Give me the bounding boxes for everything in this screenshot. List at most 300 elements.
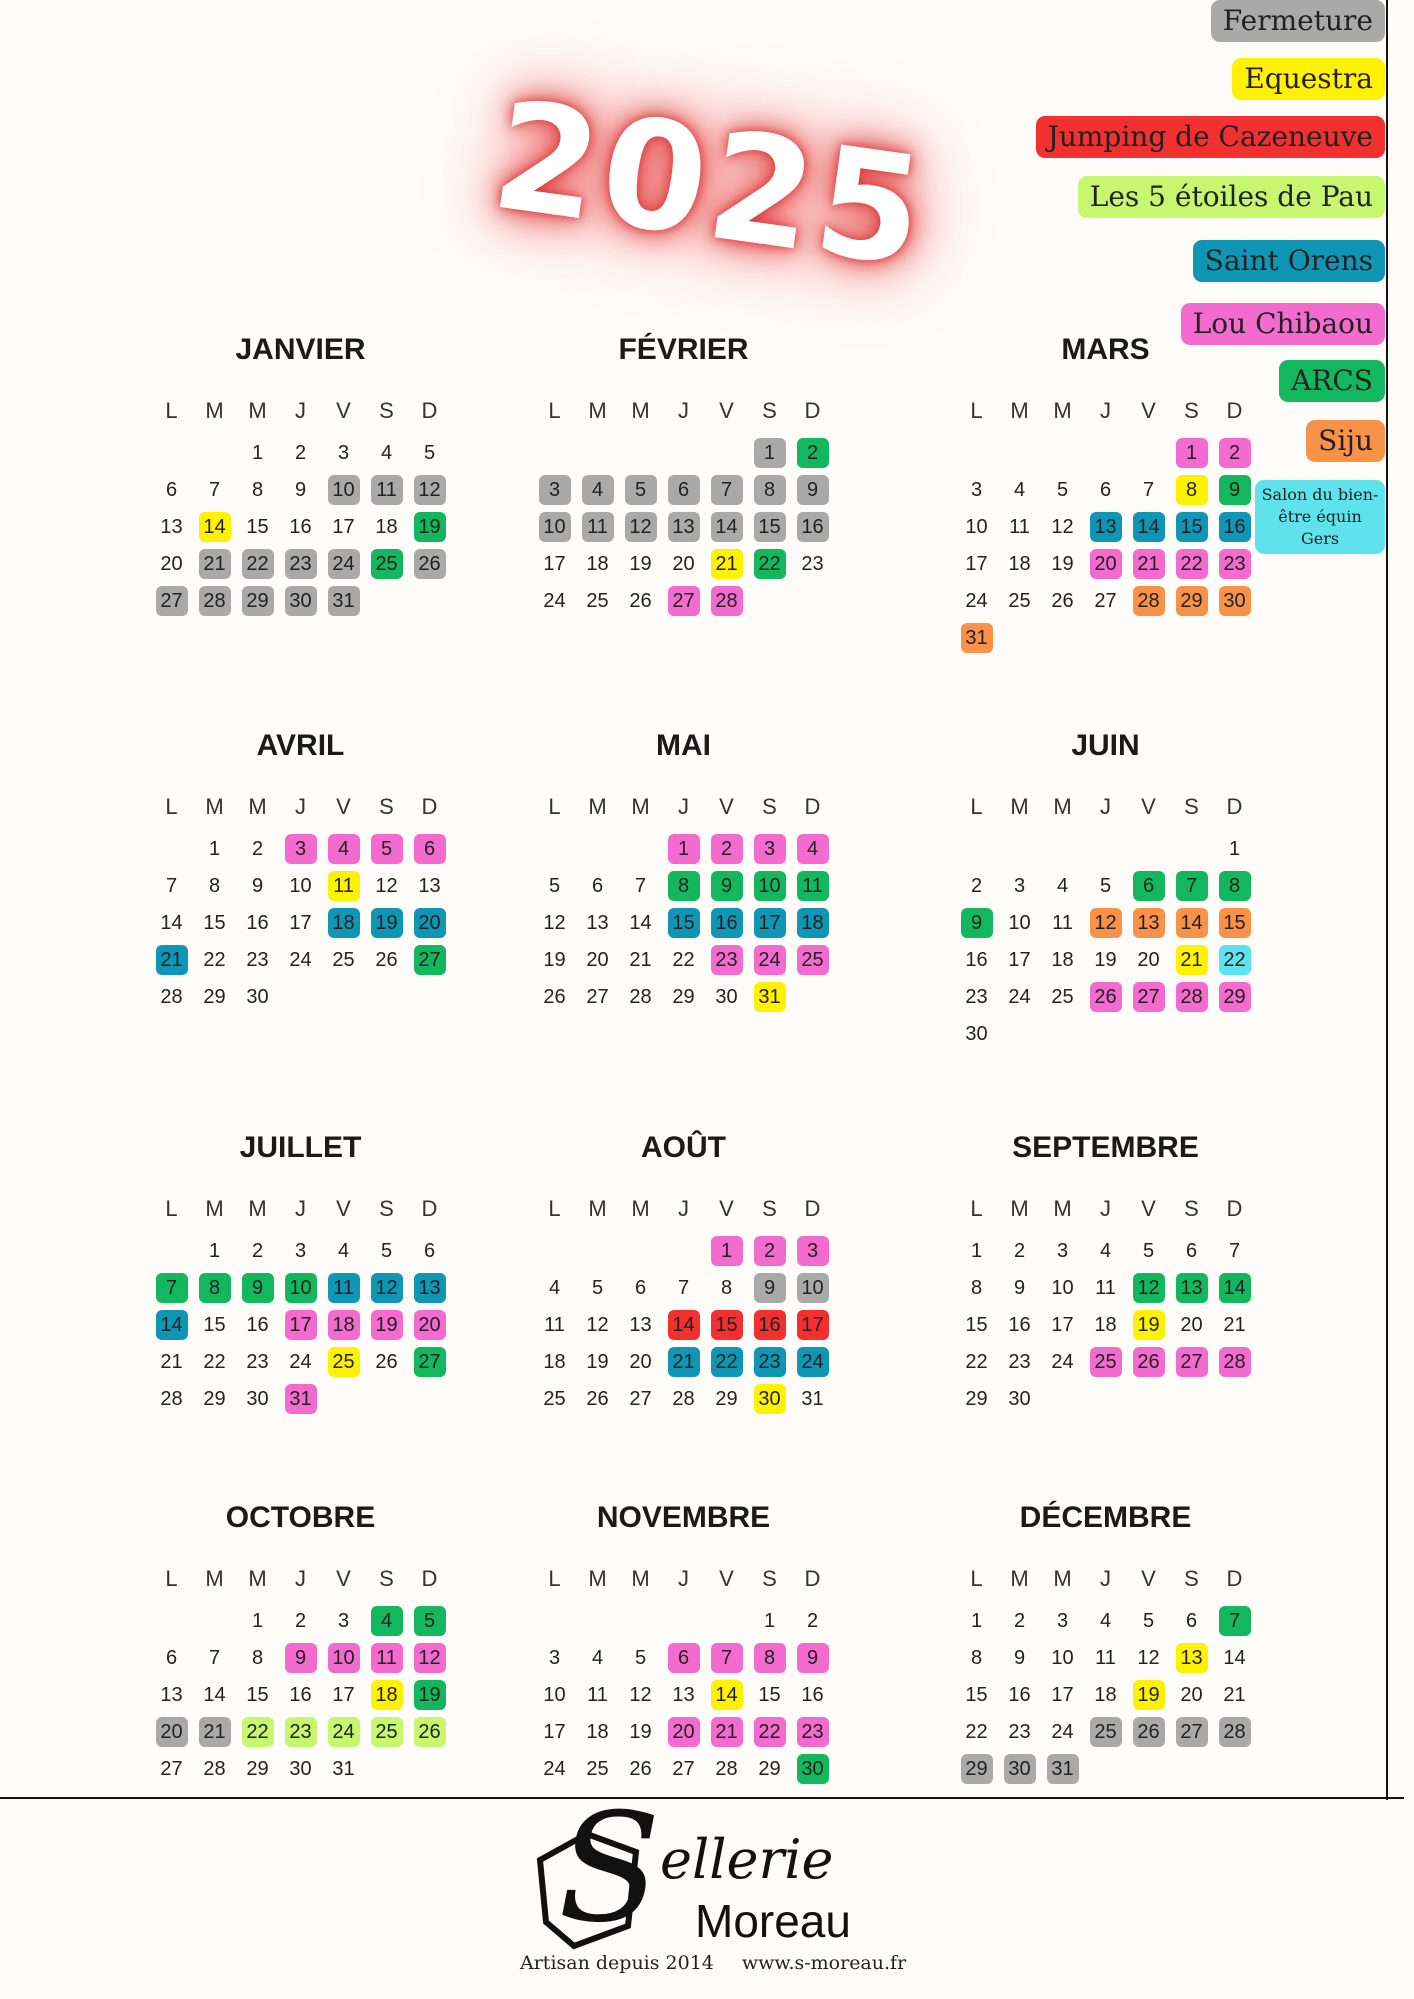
weekday-label: L [548,1196,561,1221]
day-number: 10 [289,874,312,897]
weekday-label: V [719,1196,734,1221]
day-number: 16 [289,515,312,538]
day-cell [705,1232,748,1269]
day-number: 17 [797,1310,829,1340]
day-number: 24 [1051,1720,1074,1743]
month-title: DÉCEMBRE [1019,1501,1192,1534]
day-number: 21 [199,549,231,579]
day-cell [1041,508,1084,545]
day-number: 4 [337,1239,350,1262]
day-cell [365,941,408,978]
day-cell [193,582,236,619]
day-cell [748,867,791,904]
weekday-label: V [336,794,351,819]
day-number: 11 [587,1683,608,1706]
day-number: 21 [1176,945,1208,975]
day-number: 22 [1219,945,1251,975]
day-cell [748,1306,791,1343]
day-cell [662,582,705,619]
day-number: 7 [156,1273,188,1303]
month-title: JUILLET [239,1131,362,1164]
logo-moreau: Moreau [695,1895,851,1947]
day-number: 14 [203,1683,226,1706]
day-number: 25 [332,948,355,971]
weekday-label: M [631,794,650,819]
month-title: NOVEMBRE [596,1501,771,1534]
day-number: 8 [720,1276,733,1299]
weekday-label: V [719,398,734,423]
day-cell [1084,1602,1127,1639]
empty-cell [662,434,705,471]
legend-item: Equestra [1232,58,1385,100]
day-cell [365,830,408,867]
day-cell [322,1306,365,1343]
day-number: 18 [328,1310,360,1340]
day-number: 16 [246,1313,269,1336]
day-cell [533,904,576,941]
day-cell [365,1232,408,1269]
day-number: 5 [380,1239,393,1262]
empty-cell [1084,434,1127,471]
day-cell [955,941,998,978]
weekday-label: S [762,794,777,819]
day-cell [791,904,834,941]
day-number: 15 [668,908,700,938]
day-number: 12 [625,512,657,542]
logo-s-letter: S [558,1782,661,1956]
day-cell [193,1380,236,1417]
day-cell [279,1343,322,1380]
weekday-label: S [1184,398,1199,423]
day-cell [791,830,834,867]
empty-cell [1041,830,1084,867]
day-number: 22 [203,1350,226,1373]
day-number: 18 [1051,948,1074,971]
day-number: 8 [1176,475,1208,505]
weekday-label: S [379,398,394,423]
day-cell [1170,1343,1213,1380]
month-2 [533,330,873,619]
logo-ellerie: ellerie [660,1828,834,1891]
day-cell [748,1676,791,1713]
empty-cell [998,434,1041,471]
day-cell [236,978,279,1015]
day-number: 13 [418,874,441,897]
weekday-label: M [248,1196,267,1221]
day-number: 20 [1180,1313,1203,1336]
day-cell [193,941,236,978]
day-cell [791,1713,834,1750]
day-number: 31 [285,1384,317,1414]
day-cell [1127,471,1170,508]
day-number: 8 [668,871,700,901]
day-cell [279,867,322,904]
weekday-label: L [165,1566,178,1591]
day-number: 16 [289,1683,312,1706]
day-number: 20 [414,908,446,938]
day-number: 12 [1133,1273,1165,1303]
day-cell [998,1343,1041,1380]
day-number: 7 [711,475,743,505]
weekday-label: J [1100,1196,1111,1221]
day-cell [748,1343,791,1380]
day-number: 24 [543,1757,566,1780]
day-number: 18 [1094,1683,1117,1706]
empty-cell [619,434,662,471]
day-cell [1084,1639,1127,1676]
website-link[interactable]: www.s-moreau.fr [741,1952,907,1974]
day-number: 24 [1008,985,1031,1008]
day-number: 22 [754,549,786,579]
day-number: 25 [1008,589,1031,612]
month-grid [955,1564,1295,1787]
day-number: 19 [414,1680,446,1710]
day-cell [365,1676,408,1713]
day-cell [279,1306,322,1343]
day-number: 17 [965,552,988,575]
day-number: 28 [160,985,183,1008]
day-cell [150,1380,193,1417]
weekday-label: M [1053,1566,1072,1591]
day-cell [408,904,451,941]
day-number: 6 [1185,1239,1198,1262]
day-number: 2 [251,1239,264,1262]
day-number: 13 [1176,1643,1208,1673]
weekday-label: M [248,1566,267,1591]
day-cell [1084,1676,1127,1713]
day-number: 11 [544,1313,565,1336]
day-number: 15 [246,1683,269,1706]
day-number: 26 [543,985,566,1008]
day-number: 14 [1219,1273,1251,1303]
day-number: 18 [375,515,398,538]
month-grid [955,1194,1295,1417]
day-number: 1 [208,837,221,860]
day-number: 17 [289,911,312,934]
day-cell [236,1380,279,1417]
day-number: 28 [672,1387,695,1410]
day-number: 27 [672,1757,695,1780]
day-cell [1084,582,1127,619]
day-number: 29 [242,586,274,616]
day-number: 17 [332,515,355,538]
day-cell [1084,1232,1127,1269]
weekday-label: M [205,794,224,819]
day-cell [1213,508,1256,545]
day-number: 20 [1090,549,1122,579]
day-number: 19 [629,1720,652,1743]
day-cell [1127,1602,1170,1639]
day-number: 12 [371,1273,403,1303]
day-cell [1127,1269,1170,1306]
weekday-label: S [379,794,394,819]
day-cell [1084,867,1127,904]
day-number: 24 [1051,1350,1074,1373]
day-cell [1213,1306,1256,1343]
day-number: 27 [1094,589,1117,612]
day-cell [662,867,705,904]
day-cell [1170,471,1213,508]
day-cell [279,941,322,978]
day-cell [1170,1639,1213,1676]
day-cell [408,1232,451,1269]
weekday-label: D [804,794,821,819]
day-cell [998,978,1041,1015]
day-number: 3 [539,475,571,505]
day-cell [279,545,322,582]
day-number: 8 [199,1273,231,1303]
day-number: 26 [1133,1347,1165,1377]
legend-item: Salon du bien-être équin Gers [1255,480,1385,554]
day-number: 10 [539,512,571,542]
day-cell [193,1676,236,1713]
day-cell [322,1750,365,1787]
day-number: 16 [754,1310,786,1340]
weekday-label: L [548,1566,561,1591]
day-cell [791,1269,834,1306]
day-number: 11 [1052,911,1073,934]
day-cell [1213,471,1256,508]
day-number: 22 [242,1717,274,1747]
day-number: 12 [1090,908,1122,938]
day-number: 7 [711,1643,743,1673]
day-cell [322,1602,365,1639]
day-cell [748,508,791,545]
month-7 [150,1128,490,1417]
month-10 [150,1498,490,1787]
day-number: 19 [371,1310,403,1340]
day-cell [150,1269,193,1306]
day-number: 8 [1219,871,1251,901]
day-cell [533,508,576,545]
day-cell [322,1269,365,1306]
day-cell [322,941,365,978]
day-number: 9 [797,475,829,505]
month-grid [533,396,873,619]
weekday-label: J [295,1196,306,1221]
day-cell [150,471,193,508]
day-number: 26 [586,1387,609,1410]
day-number: 15 [203,911,226,934]
day-number: 28 [1176,982,1208,1012]
day-cell [322,1676,365,1713]
day-number: 7 [1176,871,1208,901]
weekday-label: S [379,1196,394,1221]
empty-cell [705,434,748,471]
day-cell [1213,545,1256,582]
day-cell [408,830,451,867]
day-number: 21 [1133,549,1165,579]
day-number: 12 [543,911,566,934]
day-number: 16 [1008,1313,1031,1336]
day-number: 11 [1095,1276,1116,1299]
day-cell [236,904,279,941]
day-number: 23 [797,1717,829,1747]
day-number: 17 [543,552,566,575]
day-cell [791,434,834,471]
day-number: 22 [1176,549,1208,579]
day-number: 24 [328,1717,360,1747]
day-number: 15 [1176,512,1208,542]
day-cell [322,867,365,904]
day-number: 6 [414,834,446,864]
day-cell [1170,941,1213,978]
weekday-label: S [762,398,777,423]
day-number: 25 [586,589,609,612]
year-title: 2025 [483,68,937,302]
day-cell [365,1269,408,1306]
day-number: 21 [199,1717,231,1747]
day-cell [619,545,662,582]
day-number: 4 [591,1646,604,1669]
day-cell [705,471,748,508]
day-cell [619,582,662,619]
day-number: 18 [586,1720,609,1743]
legend-item: Jumping de Cazeneuve [1036,116,1385,158]
day-number: 7 [677,1276,690,1299]
day-number: 3 [285,834,317,864]
weekday-label: L [970,398,983,423]
day-cell [408,1269,451,1306]
day-cell [279,1750,322,1787]
day-cell [576,545,619,582]
day-cell [193,1269,236,1306]
day-number: 20 [156,1717,188,1747]
day-cell [1084,1306,1127,1343]
day-cell [748,434,791,471]
day-cell [1127,941,1170,978]
day-number: 6 [1099,478,1112,501]
day-cell [322,1343,365,1380]
weekday-label: M [248,398,267,423]
day-cell [576,1269,619,1306]
day-number: 25 [371,549,403,579]
day-number: 25 [371,1717,403,1747]
day-cell [408,941,451,978]
day-cell [1127,1676,1170,1713]
day-cell [576,1676,619,1713]
day-cell [1041,582,1084,619]
day-cell [193,1713,236,1750]
day-cell [408,471,451,508]
day-number: 31 [328,586,360,616]
day-number: 29 [1176,586,1208,616]
day-cell [791,508,834,545]
day-cell [619,1306,662,1343]
legend-item: Saint Orens [1193,240,1385,282]
day-number: 25 [797,945,829,975]
day-number: 19 [1133,1310,1165,1340]
day-number: 17 [1008,948,1031,971]
day-cell [791,1232,834,1269]
day-cell [150,1306,193,1343]
day-number: 20 [1137,948,1160,971]
day-cell [1084,545,1127,582]
day-cell [1170,1269,1213,1306]
day-number: 3 [797,1236,829,1266]
day-number: 27 [414,1347,446,1377]
day-cell [1213,941,1256,978]
day-number: 7 [1219,1606,1251,1636]
day-cell [533,1676,576,1713]
day-number: 2 [1013,1609,1026,1632]
day-number: 10 [1008,911,1031,934]
day-cell [1127,867,1170,904]
weekday-label: L [165,794,178,819]
day-number: 13 [668,512,700,542]
day-cell [662,1750,705,1787]
month-title: MAI [656,729,711,762]
empty-cell [150,830,193,867]
horizontal-divider [0,1797,1404,1799]
month-8 [533,1128,873,1417]
weekday-label: D [421,398,438,423]
day-cell [408,508,451,545]
day-number: 30 [797,1754,829,1784]
day-number: 28 [1219,1717,1251,1747]
day-number: 16 [246,911,269,934]
day-cell [998,1639,1041,1676]
day-cell [1127,582,1170,619]
day-cell [236,1343,279,1380]
day-cell [533,545,576,582]
day-cell [408,1602,451,1639]
day-cell [998,1750,1041,1787]
weekday-label: L [165,1196,178,1221]
weekday-label: V [336,1196,351,1221]
day-number: 12 [1051,515,1074,538]
weekday-label: D [1226,398,1243,423]
day-number: 24 [543,589,566,612]
day-cell [705,830,748,867]
day-cell [619,471,662,508]
day-number: 6 [668,1643,700,1673]
day-number: 23 [246,948,269,971]
day-cell [662,830,705,867]
month-grid [150,1564,490,1787]
day-cell [1213,582,1256,619]
day-cell [1127,1639,1170,1676]
day-number: 21 [160,1350,183,1373]
day-number: 5 [591,1276,604,1299]
day-number: 11 [328,871,360,901]
day-cell [576,904,619,941]
day-number: 30 [246,985,269,1008]
day-cell [748,830,791,867]
day-number: 9 [711,871,743,901]
day-number: 6 [591,874,604,897]
day-cell [236,830,279,867]
empty-cell [1127,830,1170,867]
day-cell [662,904,705,941]
day-cell [998,471,1041,508]
day-number: 20 [668,1717,700,1747]
day-number: 27 [160,1757,183,1780]
day-cell [955,904,998,941]
day-cell [791,1639,834,1676]
day-number: 25 [328,1347,360,1377]
day-number: 8 [251,1646,264,1669]
day-number: 7 [1228,1239,1241,1262]
day-cell [533,1639,576,1676]
weekday-label: M [205,1566,224,1591]
day-number: 23 [285,1717,317,1747]
weekday-label: V [1141,1196,1156,1221]
day-number: 3 [1013,874,1026,897]
empty-cell [533,1232,576,1269]
day-number: 27 [1176,1347,1208,1377]
day-cell [619,904,662,941]
